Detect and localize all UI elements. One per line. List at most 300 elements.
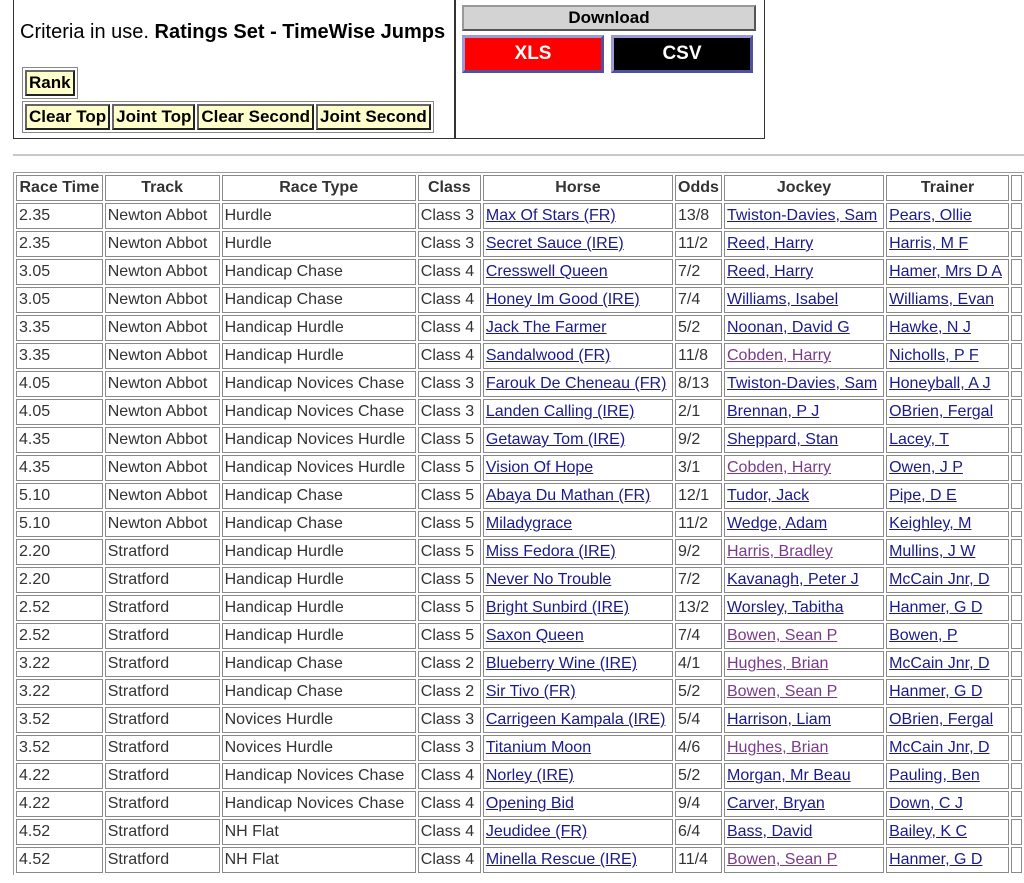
odds-cell: 4/1 <box>675 651 722 677</box>
race-time-cell: 4.35 <box>16 427 103 453</box>
jockey-cell <box>724 203 884 229</box>
jockey-cell <box>724 427 884 453</box>
track-cell: Newton Abbot <box>105 315 220 341</box>
odds-cell: 11/2 <box>675 231 722 257</box>
trainer-cell <box>886 791 1009 817</box>
table-row <box>16 203 1022 229</box>
class-cell: Class 4 <box>418 791 481 817</box>
race-type-cell: Handicap Chase <box>222 287 416 313</box>
race-type-cell: Handicap Hurdle <box>222 567 416 593</box>
header-trainer[interactable]: Trainer <box>886 175 1009 201</box>
jockey-cell <box>724 623 884 649</box>
race-type-cell: Handicap Novices Hurdle <box>222 427 416 453</box>
race-type-cell: Handicap Novices Chase <box>222 791 416 817</box>
ratings-set-label: Ratings Set - TimeWise Jumps <box>154 21 446 43</box>
jockey-link[interactable]: Noonan, David G <box>726 319 850 336</box>
table-row <box>16 707 1022 733</box>
track-cell: Stratford <box>105 847 220 873</box>
class-cell: Class 5 <box>418 623 481 649</box>
trainer-cell <box>886 511 1009 537</box>
class-cell: Class 3 <box>418 371 481 397</box>
trainer-link[interactable]: Bailey, K C <box>889 823 968 840</box>
horse-link[interactable]: Norley (IRE) <box>485 767 574 784</box>
race-time-cell: 4.35 <box>16 455 103 481</box>
table-row <box>16 819 1022 845</box>
trainer-cell <box>886 651 1009 677</box>
trainer-link[interactable]: Nicholls, P F <box>889 347 979 364</box>
jockey-cell <box>724 791 884 817</box>
horse-link[interactable]: Miss Fedora (IRE) <box>485 543 616 560</box>
extra-cell <box>1011 539 1022 565</box>
jockey-link[interactable]: Harris, Bradley <box>726 543 833 560</box>
table-row <box>16 231 1022 257</box>
track-cell: Newton Abbot <box>105 399 220 425</box>
race-time-cell: 3.35 <box>16 315 103 341</box>
horse-link[interactable]: Sandalwood (FR) <box>485 347 611 364</box>
track-cell: Stratford <box>105 623 220 649</box>
table-row <box>16 679 1022 705</box>
jockey-link[interactable]: Morgan, Mr Beau <box>726 767 851 784</box>
jockey-cell <box>724 343 884 369</box>
odds-cell: 5/4 <box>675 707 722 733</box>
jockey-link[interactable]: Bowen, Sean P <box>726 683 838 700</box>
clear-top-button[interactable]: Clear Top <box>25 104 110 130</box>
horse-cell <box>483 483 673 509</box>
header-race-time[interactable]: Race Time <box>16 175 103 201</box>
extra-cell <box>1011 287 1022 313</box>
jockey-link[interactable]: Harrison, Liam <box>726 711 832 728</box>
race-type-cell: NH Flat <box>222 819 416 845</box>
class-cell: Class 4 <box>418 315 481 341</box>
extra-cell <box>1011 763 1022 789</box>
table-row <box>16 539 1022 565</box>
race-time-cell: 5.10 <box>16 483 103 509</box>
csv-download-button[interactable]: CSV <box>611 35 753 73</box>
race-time-cell: 3.52 <box>16 735 103 761</box>
race-type-cell: Handicap Novices Hurdle <box>222 455 416 481</box>
horse-cell <box>483 707 673 733</box>
extra-cell <box>1011 651 1022 677</box>
race-type-cell: Handicap Hurdle <box>222 343 416 369</box>
extra-cell <box>1011 735 1022 761</box>
odds-cell: 5/2 <box>675 763 722 789</box>
track-cell: Stratford <box>105 791 220 817</box>
trainer-link[interactable]: OBrien, Fergal <box>889 403 994 420</box>
extra-cell <box>1011 567 1022 593</box>
trainer-link[interactable]: OBrien, Fergal <box>889 711 994 728</box>
track-cell: Newton Abbot <box>105 371 220 397</box>
horse-link[interactable]: Vision Of Hope <box>485 459 594 476</box>
horse-cell <box>483 455 673 481</box>
horse-link[interactable]: Blueberry Wine (IRE) <box>485 655 638 672</box>
odds-cell: 11/2 <box>675 511 722 537</box>
horse-cell <box>483 315 673 341</box>
race-time-cell: 2.52 <box>16 595 103 621</box>
horse-cell <box>483 287 673 313</box>
trainer-link[interactable]: Williams, Evan <box>889 291 994 308</box>
header-track[interactable]: Track <box>105 175 220 201</box>
jockey-cell <box>724 763 884 789</box>
horse-link[interactable]: Honey Im Good (IRE) <box>485 291 640 308</box>
horse-cell <box>483 231 673 257</box>
horse-link[interactable]: Bright Sunbird (IRE) <box>485 599 630 616</box>
class-cell: Class 4 <box>418 259 481 285</box>
extra-cell <box>1011 315 1022 341</box>
race-time-cell: 2.35 <box>16 203 103 229</box>
odds-cell: 9/2 <box>675 539 722 565</box>
class-cell: Class 3 <box>418 203 481 229</box>
race-type-cell: Handicap Chase <box>222 511 416 537</box>
extra-cell <box>1011 511 1022 537</box>
track-cell: Newton Abbot <box>105 455 220 481</box>
odds-cell: 2/1 <box>675 399 722 425</box>
jockey-cell <box>724 315 884 341</box>
horse-link[interactable]: Titanium Moon <box>485 739 592 756</box>
rank-button[interactable]: Rank <box>25 70 75 96</box>
race-time-cell: 3.35 <box>16 343 103 369</box>
race-type-cell: Handicap Novices Chase <box>222 763 416 789</box>
header-jockey[interactable]: Jockey <box>724 175 884 201</box>
race-type-cell: Handicap Hurdle <box>222 539 416 565</box>
race-type-cell: NH Flat <box>222 847 416 873</box>
race-type-cell: Handicap Chase <box>222 651 416 677</box>
horse-link[interactable]: Getaway Tom (IRE) <box>485 431 626 448</box>
header-horse[interactable]: Horse <box>483 175 673 201</box>
trainer-link[interactable]: Pears, Ollie <box>889 207 972 224</box>
track-cell: Newton Abbot <box>105 343 220 369</box>
horse-link[interactable]: Abaya Du Mathan (FR) <box>485 487 651 504</box>
xls-download-button[interactable]: XLS <box>462 35 604 73</box>
race-time-cell: 3.52 <box>16 707 103 733</box>
trainer-cell <box>886 539 1009 565</box>
joint-second-button[interactable]: Joint Second <box>316 104 431 130</box>
jockey-link[interactable]: Worsley, Tabitha <box>726 599 844 616</box>
jockey-cell <box>724 567 884 593</box>
trainer-link[interactable]: Owen, J P <box>889 459 963 476</box>
table-row <box>16 455 1022 481</box>
track-cell: Stratford <box>105 763 220 789</box>
trainer-link[interactable]: Harris, M F <box>889 235 969 252</box>
class-cell: Class 5 <box>418 427 481 453</box>
jockey-cell <box>724 735 884 761</box>
jockey-cell <box>724 231 884 257</box>
horse-link[interactable]: Farouk De Cheneau (FR) <box>485 375 667 392</box>
extra-cell <box>1011 231 1022 257</box>
horse-cell <box>483 819 673 845</box>
jockey-link[interactable]: Bass, David <box>726 823 813 840</box>
jockey-link[interactable]: Sheppard, Stan <box>726 431 839 448</box>
odds-cell: 13/2 <box>675 595 722 621</box>
trainer-link[interactable]: McCain Jnr, D <box>889 739 990 756</box>
class-cell: Class 4 <box>418 287 481 313</box>
extra-cell <box>1011 847 1022 873</box>
horse-link[interactable]: Max Of Stars (FR) <box>485 207 616 224</box>
extra-cell <box>1011 791 1022 817</box>
trainer-cell <box>886 203 1009 229</box>
race-type-cell: Handicap Chase <box>222 483 416 509</box>
trainer-cell <box>886 483 1009 509</box>
class-cell: Class 4 <box>418 847 481 873</box>
track-cell: Newton Abbot <box>105 259 220 285</box>
horse-link[interactable]: Jeudidee (FR) <box>485 823 588 840</box>
jockey-link[interactable]: Hughes, Brian <box>726 739 829 756</box>
jockey-cell <box>724 679 884 705</box>
jockey-link[interactable]: Cobden, Harry <box>726 347 832 364</box>
jockey-cell <box>724 511 884 537</box>
trainer-cell <box>886 371 1009 397</box>
trainer-cell <box>886 315 1009 341</box>
horse-link[interactable]: Landen Calling (IRE) <box>485 403 635 420</box>
track-cell: Stratford <box>105 595 220 621</box>
horse-link[interactable]: Saxon Queen <box>485 627 584 644</box>
download-title: Download <box>462 5 756 31</box>
race-time-cell: 2.20 <box>16 567 103 593</box>
trainer-cell <box>886 259 1009 285</box>
class-cell: Class 2 <box>418 651 481 677</box>
odds-cell: 13/8 <box>675 203 722 229</box>
header-odds[interactable]: Odds <box>675 175 722 201</box>
jockey-link[interactable]: Twiston-Davies, Sam <box>726 207 878 224</box>
trainer-link[interactable]: Mullins, J W <box>889 543 976 560</box>
jockey-link[interactable]: Reed, Harry <box>726 235 814 252</box>
trainer-cell <box>886 427 1009 453</box>
race-type-cell: Novices Hurdle <box>222 735 416 761</box>
jockey-link[interactable]: Hughes, Brian <box>726 655 829 672</box>
track-cell: Stratford <box>105 539 220 565</box>
race-time-cell: 2.20 <box>16 539 103 565</box>
table-row <box>16 259 1022 285</box>
header-race-type[interactable]: Race Type <box>222 175 416 201</box>
race-time-cell: 4.52 <box>16 819 103 845</box>
horse-cell <box>483 399 673 425</box>
trainer-cell <box>886 679 1009 705</box>
race-time-cell: 3.22 <box>16 651 103 677</box>
odds-cell: 5/2 <box>675 315 722 341</box>
criteria-prefix: Criteria in use. <box>20 21 155 43</box>
extra-cell <box>1011 427 1022 453</box>
jockey-cell <box>724 259 884 285</box>
odds-cell: 12/1 <box>675 483 722 509</box>
jockey-link[interactable]: Carver, Bryan <box>726 795 825 812</box>
table-row <box>16 595 1022 621</box>
class-cell: Class 5 <box>418 567 481 593</box>
track-cell: Stratford <box>105 735 220 761</box>
extra-cell <box>1011 371 1022 397</box>
race-type-cell: Hurdle <box>222 231 416 257</box>
extra-cell <box>1011 343 1022 369</box>
trainer-cell <box>886 623 1009 649</box>
trainer-link[interactable]: Down, C J <box>889 795 963 812</box>
track-cell: Stratford <box>105 707 220 733</box>
odds-cell: 7/2 <box>675 259 722 285</box>
race-time-cell: 4.05 <box>16 371 103 397</box>
race-time-cell: 4.52 <box>16 847 103 873</box>
horse-cell <box>483 343 673 369</box>
race-type-cell: Handicap Novices Chase <box>222 371 416 397</box>
odds-cell: 8/13 <box>675 371 722 397</box>
jockey-link[interactable]: Twiston-Davies, Sam <box>726 375 878 392</box>
trainer-link[interactable]: Hanmer, G D <box>889 683 983 700</box>
class-cell: Class 2 <box>418 679 481 705</box>
table-row <box>16 511 1022 537</box>
horse-link[interactable]: Miladygrace <box>485 515 573 532</box>
extra-cell <box>1011 595 1022 621</box>
extra-cell <box>1011 819 1022 845</box>
class-cell: Class 4 <box>418 763 481 789</box>
race-type-cell: Handicap Hurdle <box>222 623 416 649</box>
clear-second-button[interactable]: Clear Second <box>197 104 314 130</box>
race-time-cell: 3.05 <box>16 287 103 313</box>
race-time-cell: 2.52 <box>16 623 103 649</box>
race-type-cell: Handicap Chase <box>222 259 416 285</box>
class-cell: Class 5 <box>418 595 481 621</box>
extra-cell <box>1011 679 1022 705</box>
class-cell: Class 5 <box>418 483 481 509</box>
race-type-cell: Hurdle <box>222 203 416 229</box>
horse-cell <box>483 371 673 397</box>
table-row <box>16 567 1022 593</box>
jockey-cell <box>724 707 884 733</box>
jockey-cell <box>724 455 884 481</box>
trainer-link[interactable]: Hanmer, G D <box>889 599 983 616</box>
race-time-cell: 3.05 <box>16 259 103 285</box>
results-table <box>13 172 1024 875</box>
download-panel <box>455 0 765 139</box>
table-row <box>16 623 1022 649</box>
class-cell: Class 3 <box>418 735 481 761</box>
position-filter-group <box>22 101 434 133</box>
table-row <box>16 763 1022 789</box>
race-time-cell: 3.22 <box>16 679 103 705</box>
table-row <box>16 427 1022 453</box>
trainer-link[interactable]: Pipe, D E <box>889 487 957 504</box>
race-type-cell: Novices Hurdle <box>222 707 416 733</box>
class-cell: Class 4 <box>418 819 481 845</box>
track-cell: Newton Abbot <box>105 483 220 509</box>
table-row <box>16 483 1022 509</box>
criteria-text <box>20 21 445 44</box>
trainer-link[interactable]: Pauling, Ben <box>889 767 980 784</box>
table-row <box>16 847 1022 873</box>
track-cell: Newton Abbot <box>105 427 220 453</box>
jockey-link[interactable]: Williams, Isabel <box>726 291 839 308</box>
jockey-cell <box>724 371 884 397</box>
odds-cell: 7/4 <box>675 287 722 313</box>
track-cell: Stratford <box>105 567 220 593</box>
horse-cell <box>483 595 673 621</box>
horse-link[interactable]: Sir Tivo (FR) <box>485 683 576 700</box>
jockey-link[interactable]: Bowen, Sean P <box>726 627 838 644</box>
trainer-link[interactable]: Honeyball, A J <box>889 375 991 392</box>
jockey-cell <box>724 483 884 509</box>
extra-cell <box>1011 259 1022 285</box>
trainer-link[interactable]: Hamer, Mrs D A <box>889 263 1002 280</box>
trainer-cell <box>886 707 1009 733</box>
race-time-cell: 2.35 <box>16 231 103 257</box>
track-cell: Stratford <box>105 651 220 677</box>
table-row <box>16 651 1022 677</box>
horse-cell <box>483 259 673 285</box>
table-row <box>16 371 1022 397</box>
trainer-link[interactable]: Keighley, M <box>889 515 972 532</box>
horse-link[interactable]: Cresswell Queen <box>485 263 608 280</box>
trainer-cell <box>886 231 1009 257</box>
trainer-link[interactable]: McCain Jnr, D <box>889 655 990 672</box>
track-cell: Stratford <box>105 679 220 705</box>
class-cell: Class 5 <box>418 511 481 537</box>
jockey-cell <box>724 651 884 677</box>
track-cell: Newton Abbot <box>105 287 220 313</box>
track-cell: Newton Abbot <box>105 231 220 257</box>
trainer-link[interactable]: Lacey, T <box>889 431 949 448</box>
trainer-cell <box>886 819 1009 845</box>
horse-link[interactable]: Minella Rescue (IRE) <box>485 851 638 868</box>
trainer-cell <box>886 455 1009 481</box>
section-divider <box>13 154 1024 156</box>
odds-cell: 9/4 <box>675 791 722 817</box>
trainer-link[interactable]: Hawke, N J <box>889 319 971 336</box>
race-time-cell: 4.22 <box>16 763 103 789</box>
trainer-link[interactable]: Bowen, P <box>889 627 958 644</box>
trainer-cell <box>886 399 1009 425</box>
horse-cell <box>483 623 673 649</box>
jockey-link[interactable]: Wedge, Adam <box>726 515 828 532</box>
race-time-cell: 4.22 <box>16 791 103 817</box>
table-row <box>16 287 1022 313</box>
extra-cell <box>1011 399 1022 425</box>
trainer-link[interactable]: Hanmer, G D <box>889 851 983 868</box>
horse-cell <box>483 651 673 677</box>
criteria-panel <box>13 0 455 139</box>
jockey-link[interactable]: Kavanagh, Peter J <box>726 571 859 588</box>
race-time-cell: 4.05 <box>16 399 103 425</box>
jockey-link[interactable]: Bowen, Sean P <box>726 851 838 868</box>
track-cell: Stratford <box>105 819 220 845</box>
jockey-link[interactable]: Brennan, P J <box>726 403 820 420</box>
odds-cell: 11/8 <box>675 343 722 369</box>
horse-link[interactable]: Carrigeen Kampala (IRE) <box>485 711 666 728</box>
race-time-cell: 5.10 <box>16 511 103 537</box>
jockey-link[interactable]: Tudor, Jack <box>726 487 810 504</box>
jockey-link[interactable]: Cobden, Harry <box>726 459 832 476</box>
horse-cell <box>483 735 673 761</box>
extra-cell <box>1011 203 1022 229</box>
jockey-cell <box>724 399 884 425</box>
trainer-link[interactable]: McCain Jnr, D <box>889 571 990 588</box>
class-cell: Class 3 <box>418 399 481 425</box>
horse-cell <box>483 847 673 873</box>
horse-link[interactable]: Secret Sauce (IRE) <box>485 235 624 252</box>
race-type-cell: Handicap Novices Chase <box>222 399 416 425</box>
horse-link[interactable]: Never No Trouble <box>485 571 612 588</box>
horse-cell <box>483 791 673 817</box>
horse-cell <box>483 679 673 705</box>
class-cell: Class 3 <box>418 231 481 257</box>
odds-cell: 7/2 <box>675 567 722 593</box>
table-row <box>16 399 1022 425</box>
odds-cell: 4/6 <box>675 735 722 761</box>
jockey-cell <box>724 287 884 313</box>
horse-cell <box>483 203 673 229</box>
class-cell: Class 5 <box>418 455 481 481</box>
horse-link[interactable]: Jack The Farmer <box>485 319 607 336</box>
trainer-cell <box>886 343 1009 369</box>
joint-top-button[interactable]: Joint Top <box>112 104 195 130</box>
jockey-link[interactable]: Reed, Harry <box>726 263 814 280</box>
horse-link[interactable]: Opening Bid <box>485 795 574 812</box>
header-class[interactable]: Class <box>418 175 481 201</box>
rank-group <box>22 67 78 99</box>
